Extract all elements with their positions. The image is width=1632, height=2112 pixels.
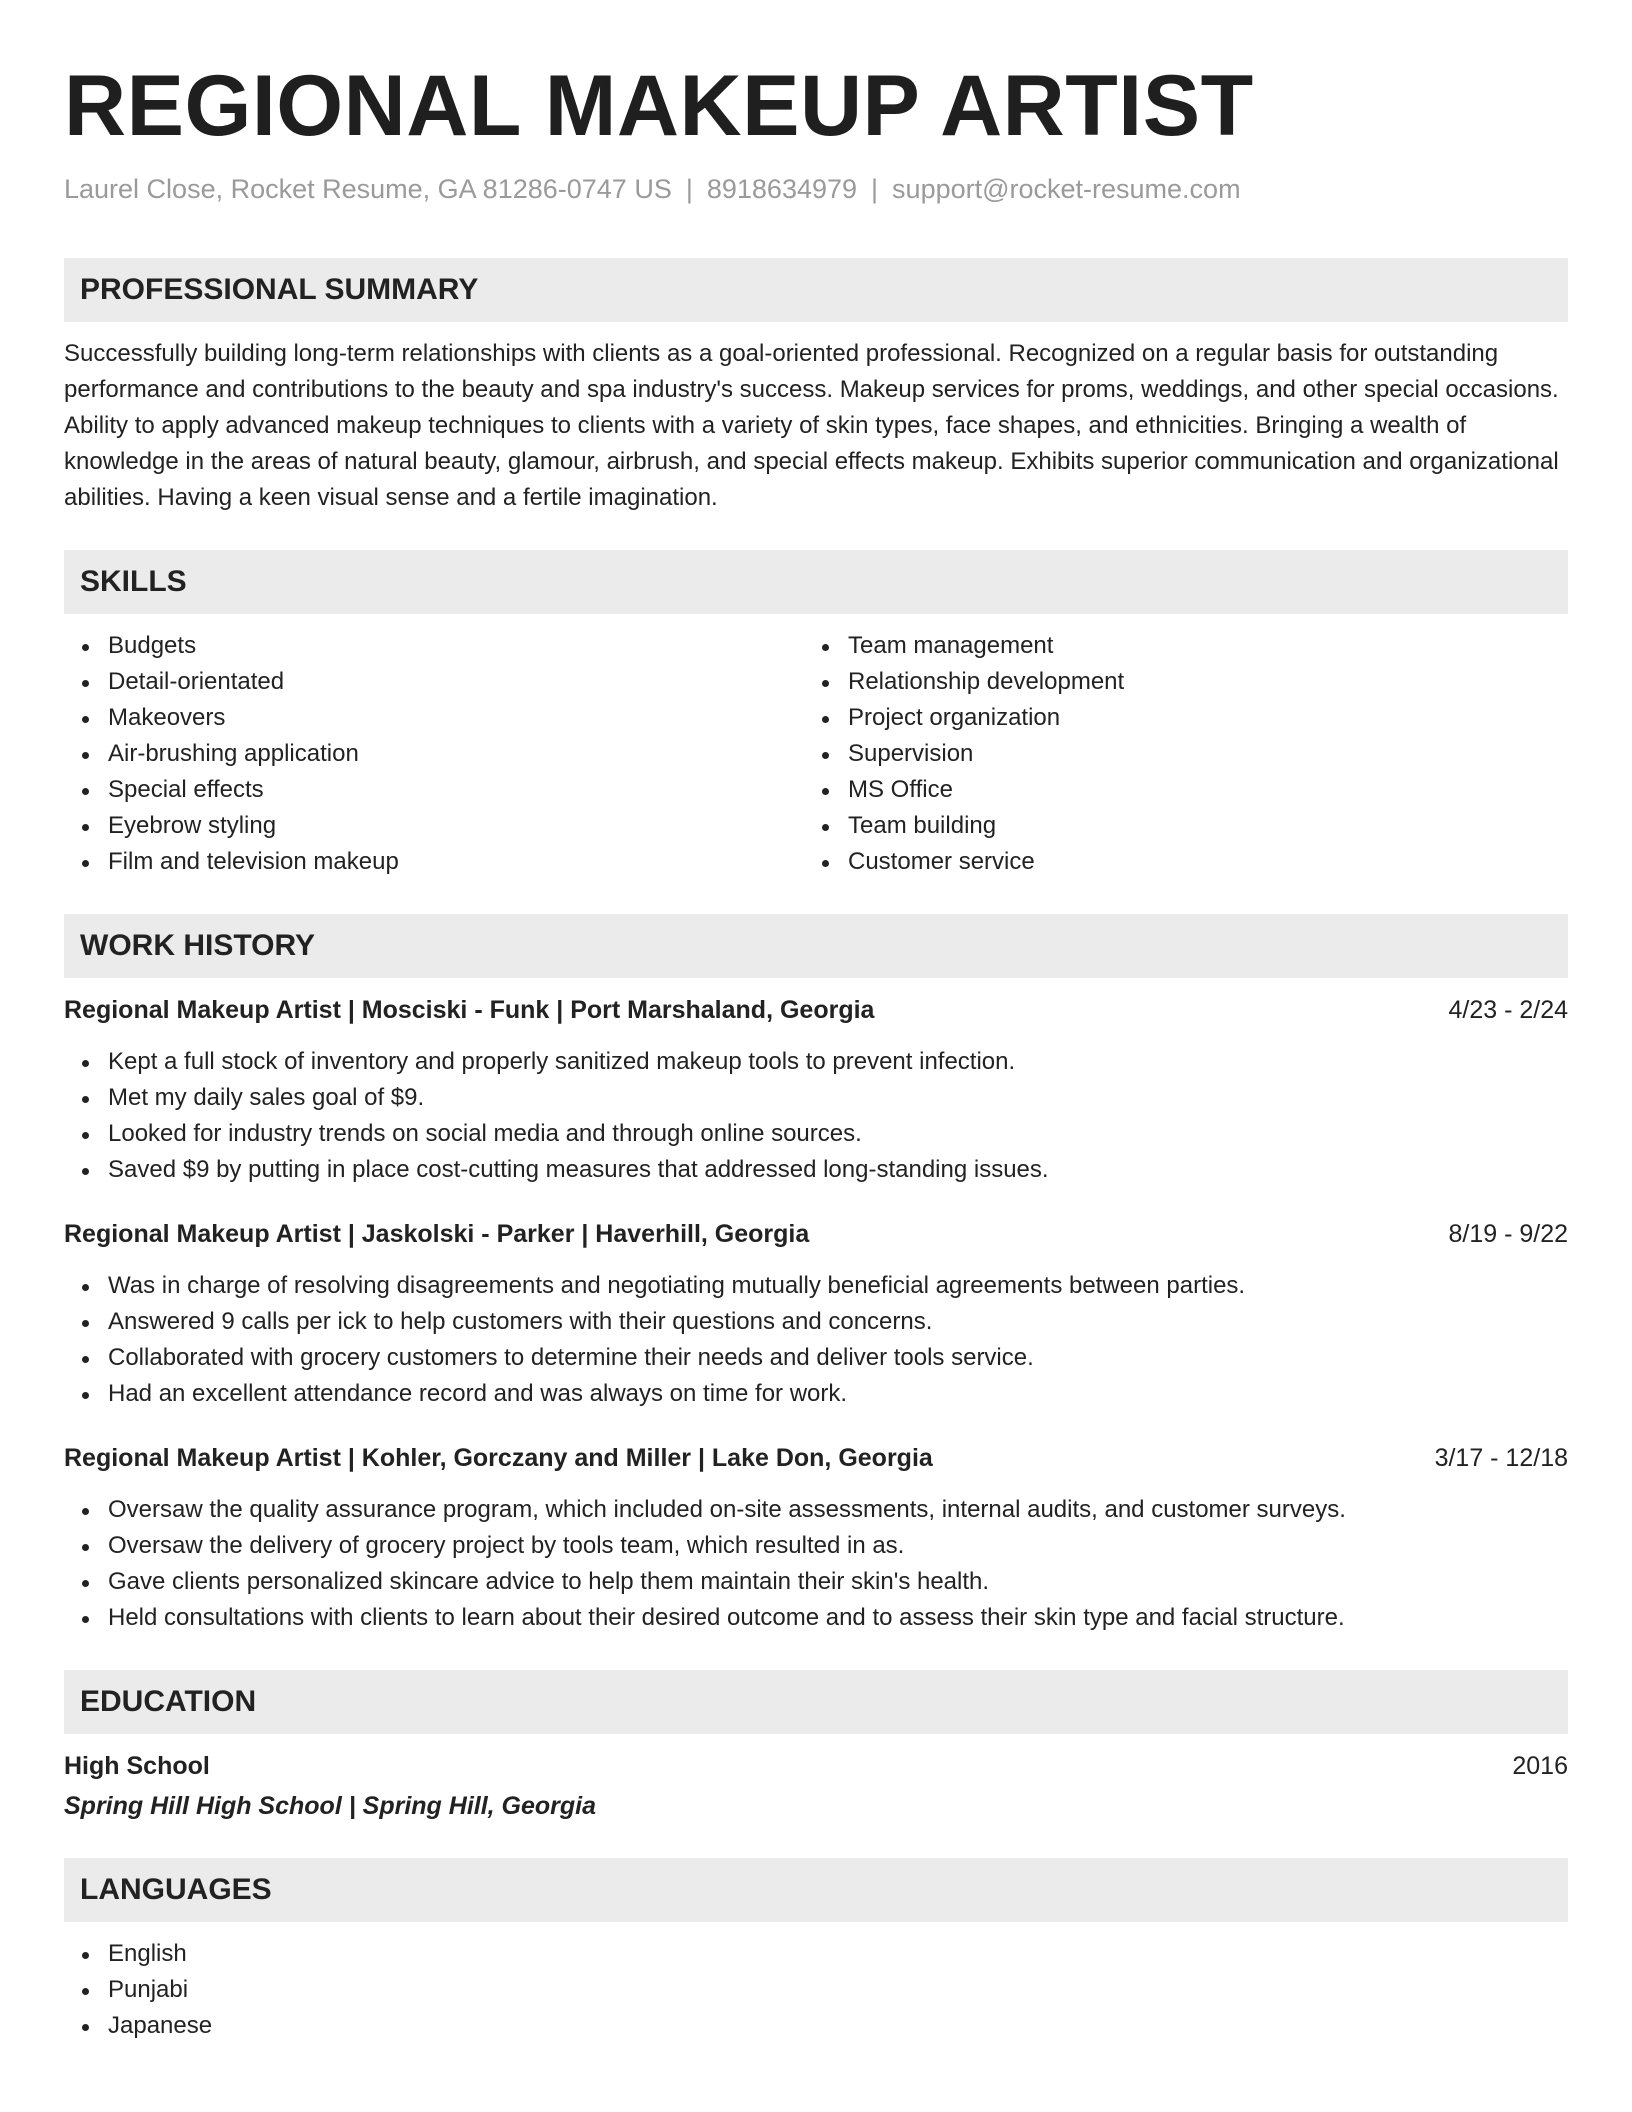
education-degree: High School xyxy=(64,1752,210,1780)
job-bullet: Held consultations with clients to learn about their desired outcome and to assess their skin type and facial structure. xyxy=(64,1600,1568,1636)
job-title: Regional Makeup Artist | Mosciski - Funk | Port Marshaland, Georgia xyxy=(64,996,875,1024)
job-bullets xyxy=(64,1268,1568,1412)
job-entry xyxy=(64,1216,1568,1412)
skill-item: Customer service xyxy=(804,844,1544,880)
skill-item: Budgets xyxy=(64,628,804,664)
skill-item: Special effects xyxy=(64,772,804,808)
contact-separator: | xyxy=(685,174,693,204)
job-bullet: Kept a full stock of inventory and properly sanitized makeup tools to prevent infection. xyxy=(64,1044,1568,1080)
language-item: English xyxy=(64,1936,1568,1972)
job-header xyxy=(64,1440,1568,1476)
job-bullet: Had an excellent attendance record and was always on time for work. xyxy=(64,1376,1568,1412)
work-section xyxy=(64,914,1568,1636)
skills-section xyxy=(64,550,1568,880)
skill-item: Air-brushing application xyxy=(64,736,804,772)
skills-list-right xyxy=(804,628,1544,880)
job-header xyxy=(64,992,1568,1028)
skill-item: MS Office xyxy=(804,772,1544,808)
section-title-education: EDUCATION xyxy=(64,1670,1568,1734)
skill-item: Team building xyxy=(804,808,1544,844)
job-dates: 3/17 - 12/18 xyxy=(1434,1444,1568,1472)
job-list xyxy=(64,992,1568,1636)
job-bullets xyxy=(64,1492,1568,1636)
job-bullet: Was in charge of resolving disagreements and negotiating mutually beneficial agreements between parties. xyxy=(64,1268,1568,1304)
contact-separator: | xyxy=(871,174,879,204)
job-title: Regional Makeup Artist | Kohler, Gorczany and Miller | Lake Don, Georgia xyxy=(64,1444,933,1472)
skills-list-left xyxy=(64,628,804,880)
language-item: Japanese xyxy=(64,2008,1568,2044)
skill-item: Makeovers xyxy=(64,700,804,736)
job-bullet: Met my daily sales goal of $9. xyxy=(64,1080,1568,1116)
skill-item: Supervision xyxy=(804,736,1544,772)
contact-phone: 8918634979 xyxy=(706,174,858,204)
section-title-languages: LANGUAGES xyxy=(64,1858,1568,1922)
languages-section xyxy=(64,1858,1568,2044)
job-dates: 4/23 - 2/24 xyxy=(1448,996,1568,1024)
job-bullet: Oversaw the delivery of grocery project by tools team, which resulted in as. xyxy=(64,1528,1568,1564)
job-header xyxy=(64,1216,1568,1252)
job-title: Regional Makeup Artist | Jaskolski - Parker | Haverhill, Georgia xyxy=(64,1220,810,1248)
section-title-skills: SKILLS xyxy=(64,550,1568,614)
job-bullet: Saved $9 by putting in place cost-cutting measures that addressed long-standing issues. xyxy=(64,1152,1568,1188)
skill-item: Film and television makeup xyxy=(64,844,804,880)
job-bullet: Answered 9 calls per ick to help customers with their questions and concerns. xyxy=(64,1304,1568,1340)
job-bullet: Gave clients personalized skincare advice to help them maintain their skin's health. xyxy=(64,1564,1568,1600)
section-title-work: WORK HISTORY xyxy=(64,914,1568,978)
education-header xyxy=(64,1748,1568,1784)
education-year: 2016 xyxy=(1512,1752,1568,1780)
skill-item: Detail-orientated xyxy=(64,664,804,700)
contact-address: Laurel Close, Rocket Resume, GA 81286-0747 US xyxy=(64,174,672,204)
language-item: Punjabi xyxy=(64,1972,1568,2008)
section-title-summary: PROFESSIONAL SUMMARY xyxy=(64,258,1568,322)
skill-item: Project organization xyxy=(804,700,1544,736)
education-section xyxy=(64,1670,1568,1824)
education-school: Spring Hill High School | Spring Hill, Georgia xyxy=(64,1792,597,1820)
job-dates: 8/19 - 9/22 xyxy=(1448,1220,1568,1248)
skills-columns xyxy=(64,628,1568,880)
summary-section xyxy=(64,258,1568,516)
summary-text: Successfully building long-term relationships with clients as a goal-oriented professional. Recognized on a regular basis for outstanding performance and contributions to the beauty and spa industry's success. Makeup services for proms, weddings, and other special occasions. Ability to apply advanced makeup techniques to clients with a variety of skin types, face shapes, and ethnicities. Bringing a wealth of knowledge in the areas of natural beauty, glamour, airbrush, and special effects makeup. Exhibits superior communication and organizational abilities. Having a keen visual sense and a fertile imagination. xyxy=(64,340,1559,511)
job-entry xyxy=(64,992,1568,1188)
skill-item: Relationship development xyxy=(804,664,1544,700)
candidate-name: REGIONAL MAKEUP ARTIST xyxy=(64,58,1254,154)
job-entry xyxy=(64,1440,1568,1636)
languages-list xyxy=(64,1936,1568,2044)
job-bullet: Collaborated with grocery customers to determine their needs and deliver tools service. xyxy=(64,1340,1568,1376)
contact-line xyxy=(64,172,1568,206)
skill-item: Eyebrow styling xyxy=(64,808,804,844)
job-bullet: Oversaw the quality assurance program, which included on-site assessments, internal audits, and customer surveys. xyxy=(64,1492,1568,1528)
contact-email: support@rocket-resume.com xyxy=(892,174,1241,204)
job-bullets xyxy=(64,1044,1568,1188)
job-bullet: Looked for industry trends on social media and through online sources. xyxy=(64,1116,1568,1152)
skill-item: Team management xyxy=(804,628,1544,664)
